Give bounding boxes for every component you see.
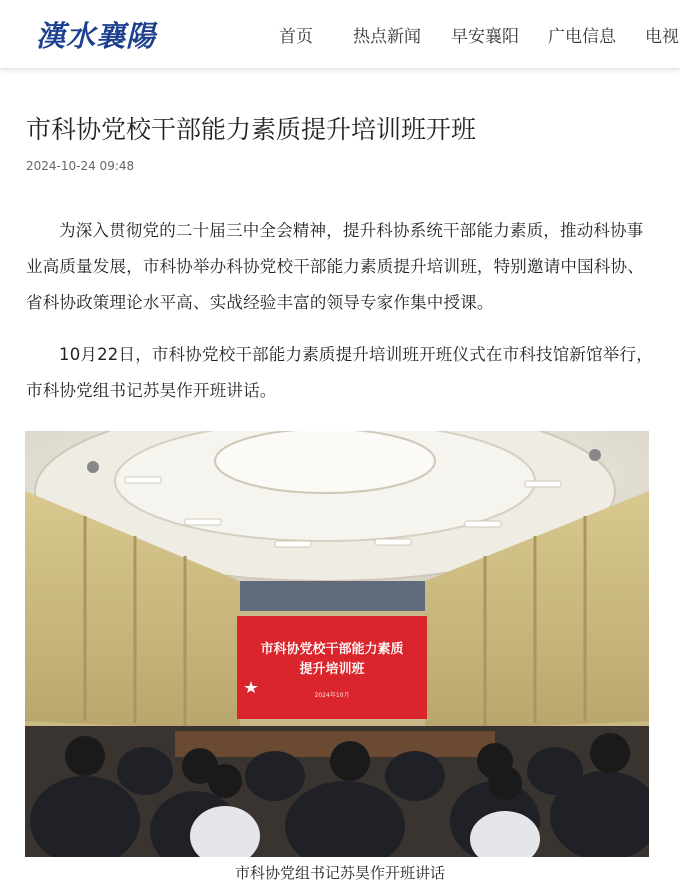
photo-caption: 市科协党组书记苏昊作开班讲话	[234, 864, 445, 882]
header-divider	[0, 68, 680, 69]
article-paragraph: 10月22日，市科协党校干部能力素质提升培训班开班仪式在市科技馆新馆举行，市科协党组书记苏昊作开班讲话。	[26, 345, 653, 400]
nav-item-tv[interactable]: 电视	[645, 27, 679, 47]
site-header	[0, 0, 680, 68]
article-date: 2024-10-24 09:48	[26, 159, 135, 173]
article-paragraph: 为深入贯彻党的二十届三中全会精神，提升科协系统干部能力素质，推动科协事业高质量发展，市科协举办科协党校干部能力素质提升培训班，特别邀请中国科协、省科协政策理论水平高、实战经验丰富的领导专家作集中授课。	[26, 221, 644, 312]
nav-item-hot-news[interactable]: 热点新闻	[353, 27, 421, 47]
screen-title-line2: 提升培训班	[299, 662, 365, 677]
nav-item-home[interactable]: 首页	[279, 27, 313, 47]
nav-item-morning-xiangyang[interactable]: 早安襄阳	[451, 27, 519, 47]
conference-room-illustration	[25, 431, 649, 857]
site-logo[interactable]: 漢水襄陽	[36, 19, 157, 53]
article-photo[interactable]	[25, 431, 649, 857]
screen-date: 2024年10月	[314, 692, 350, 699]
screen-title-line1: 市科协党校干部能力素质	[260, 642, 404, 657]
nav-item-broadcast-info[interactable]: 广电信息	[548, 27, 616, 47]
article-title: 市科协党校干部能力素质提升培训班开班	[26, 115, 477, 144]
